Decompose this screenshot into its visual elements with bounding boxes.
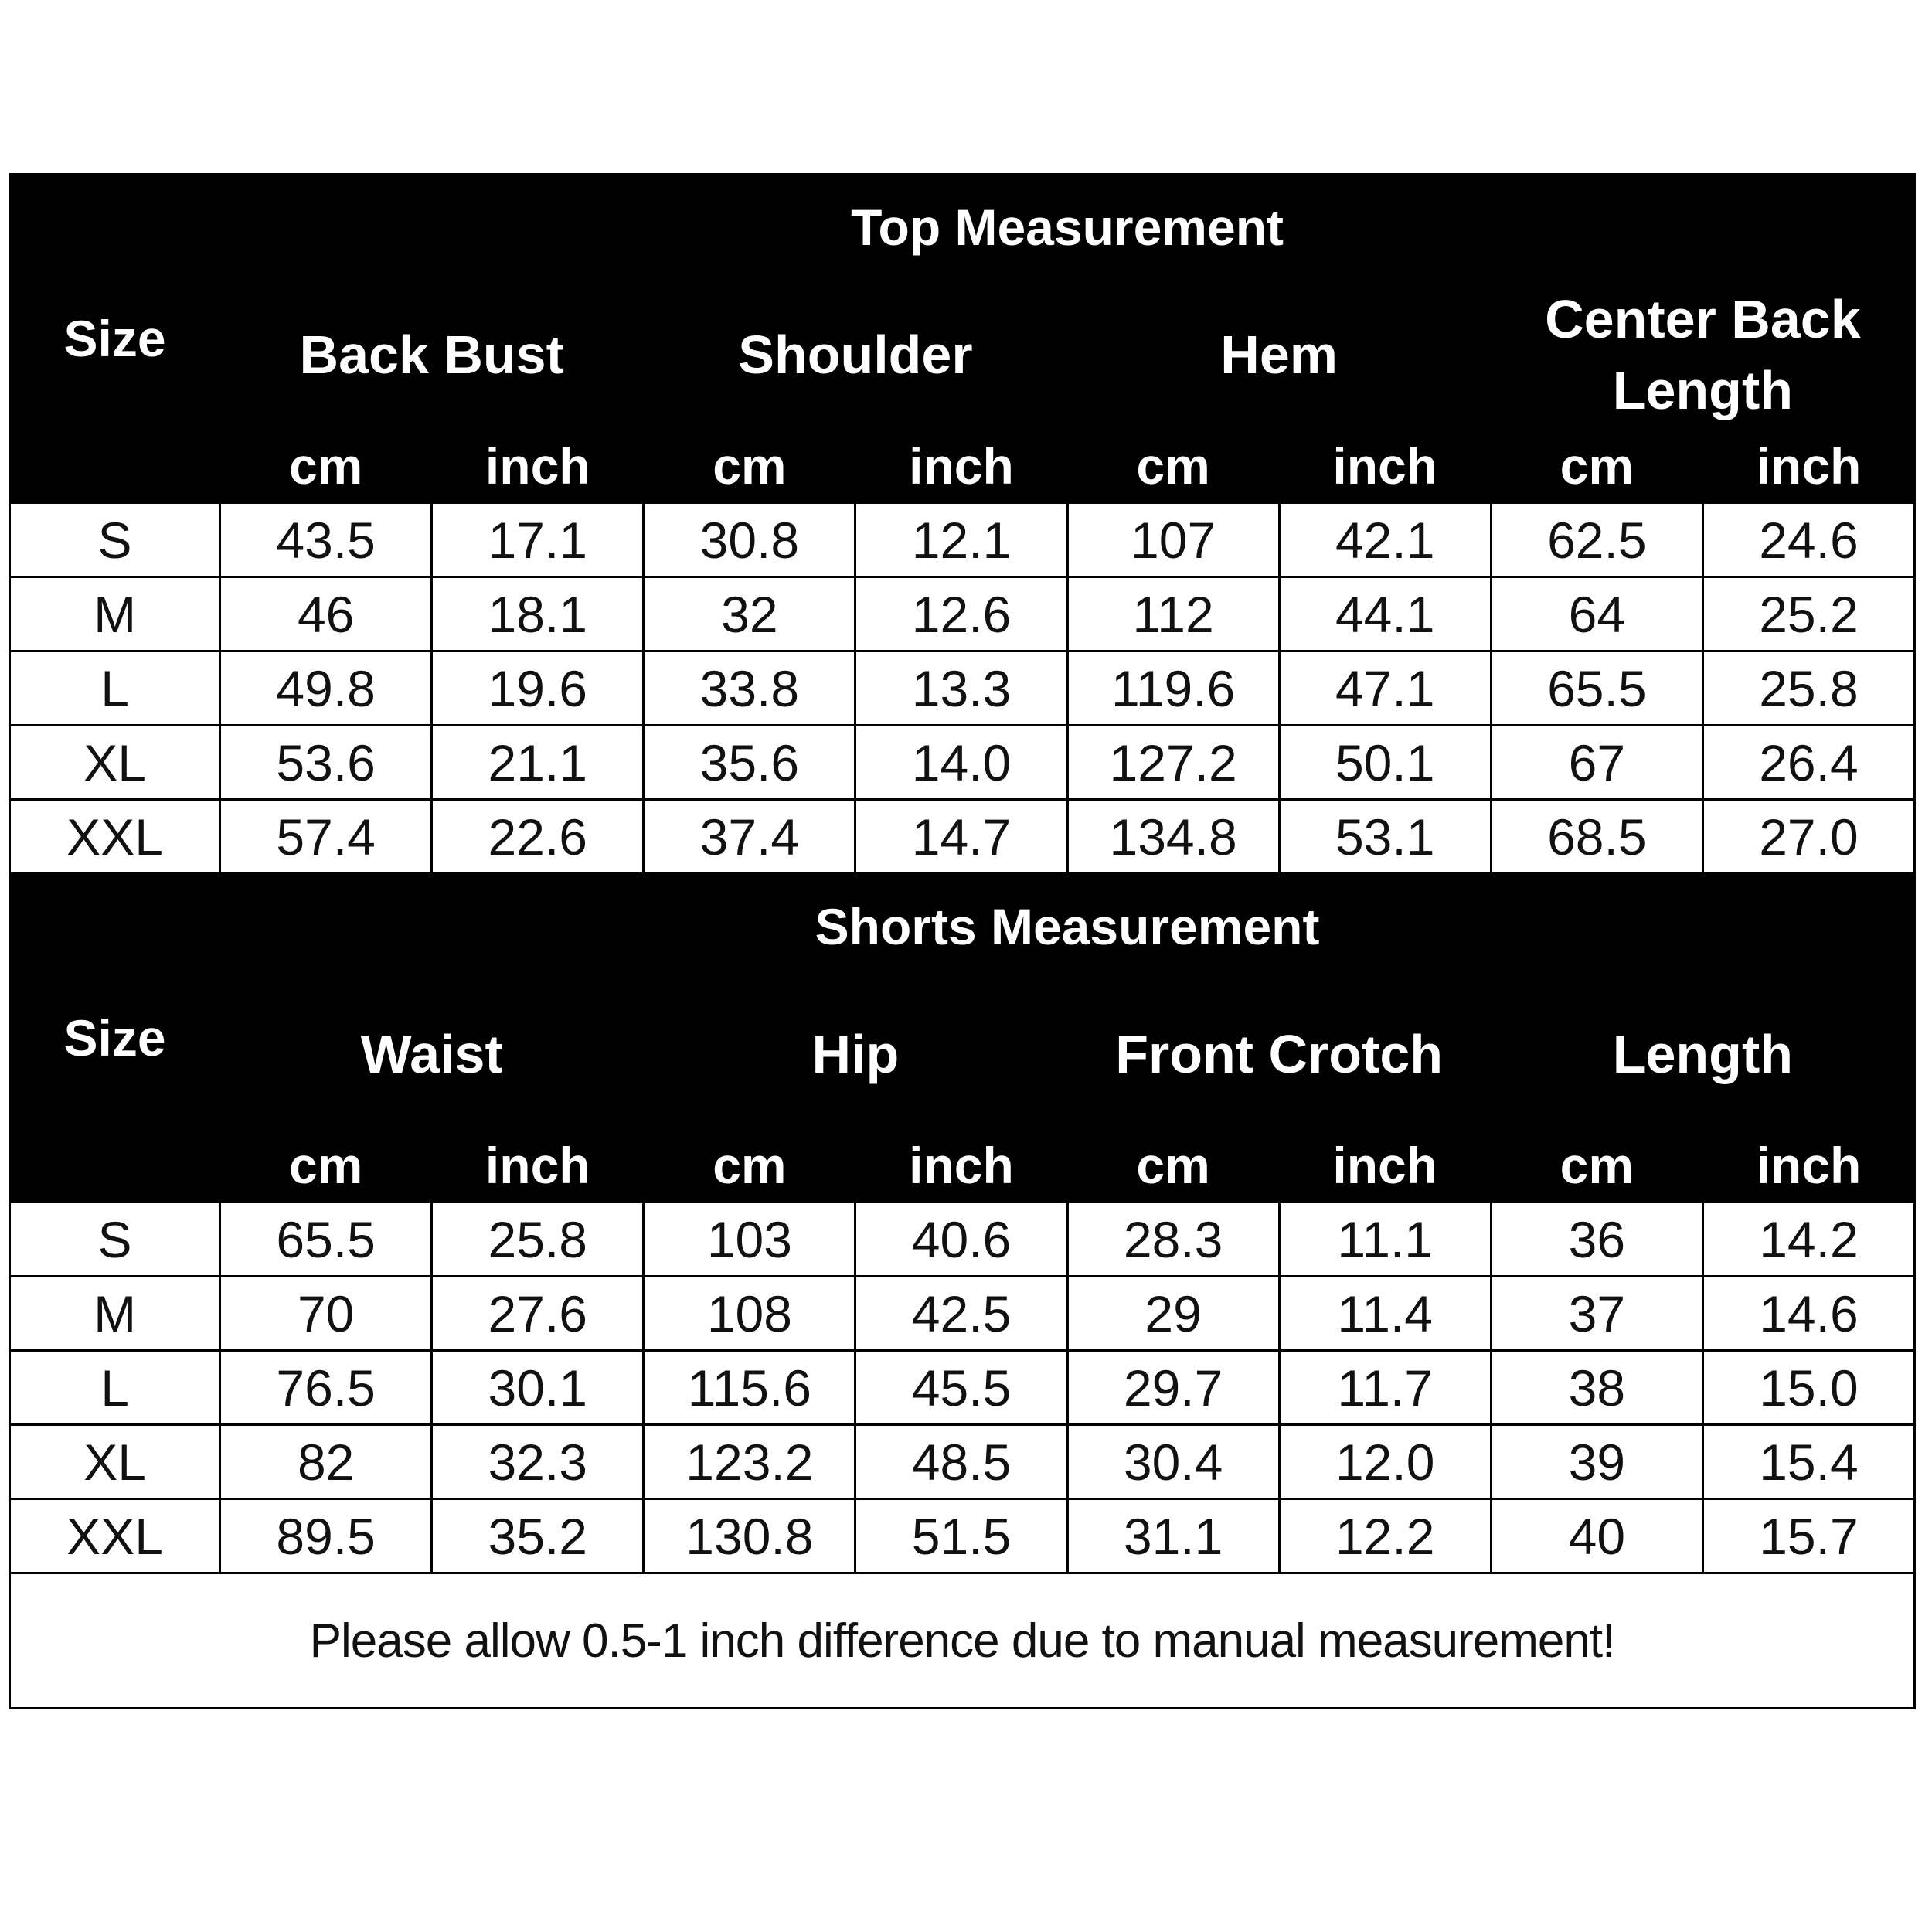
measurement-cell: 127.2 xyxy=(1067,726,1279,800)
column-group-hip: Hip xyxy=(644,980,1067,1129)
unit-header-inch: inch xyxy=(432,1129,644,1202)
unit-header-cm: cm xyxy=(1067,430,1279,503)
measurement-cell: 107 xyxy=(1067,503,1279,577)
column-group-center-back-length: Center Back Length xyxy=(1491,281,1914,430)
measurement-cell: 15.4 xyxy=(1702,1425,1914,1499)
table-row xyxy=(10,503,1915,577)
measurement-cell: 37.4 xyxy=(644,800,855,874)
measurement-cell: 44.1 xyxy=(1279,577,1491,651)
top-unit-row xyxy=(10,430,1915,503)
unit-header-cm: cm xyxy=(1067,1129,1279,1202)
size-cell: L xyxy=(10,1351,220,1425)
measurement-cell: 30.1 xyxy=(432,1351,644,1425)
measurement-cell: 30.4 xyxy=(1067,1425,1279,1499)
unit-header-inch: inch xyxy=(1702,430,1914,503)
table-row xyxy=(10,726,1915,800)
measurement-cell: 31.1 xyxy=(1067,1499,1279,1573)
top-section-title: Top Measurement xyxy=(220,175,1915,281)
size-cell: XXL xyxy=(10,1499,220,1573)
measurement-cell: 67 xyxy=(1491,726,1702,800)
shorts-group-row xyxy=(10,980,1915,1129)
measurement-cell: 37 xyxy=(1491,1277,1702,1351)
measurement-cell: 21.1 xyxy=(432,726,644,800)
unit-header-inch: inch xyxy=(432,430,644,503)
measurement-cell: 25.8 xyxy=(432,1202,644,1277)
measurement-cell: 103 xyxy=(644,1202,855,1277)
shorts-unit-row xyxy=(10,1129,1915,1202)
measurement-cell: 65.5 xyxy=(1491,651,1702,726)
measurement-cell: 82 xyxy=(220,1425,432,1499)
measurement-cell: 22.6 xyxy=(432,800,644,874)
table-row xyxy=(10,1425,1915,1499)
measurement-cell: 50.1 xyxy=(1279,726,1491,800)
measurement-cell: 35.6 xyxy=(644,726,855,800)
column-group-back-bust: Back Bust xyxy=(220,281,644,430)
table-row xyxy=(10,1499,1915,1573)
measurement-cell: 42.1 xyxy=(1279,503,1491,577)
measurement-cell: 11.4 xyxy=(1279,1277,1491,1351)
measurement-cell: 119.6 xyxy=(1067,651,1279,726)
measurement-note: Please allow 0.5-1 inch difference due to manual measurement! xyxy=(10,1573,1915,1709)
measurement-cell: 14.2 xyxy=(1702,1202,1914,1277)
column-group-waist: Waist xyxy=(220,980,644,1129)
measurement-cell: 62.5 xyxy=(1491,503,1702,577)
size-cell: M xyxy=(10,577,220,651)
measurement-cell: 53.6 xyxy=(220,726,432,800)
size-cell: M xyxy=(10,1277,220,1351)
measurement-cell: 68.5 xyxy=(1491,800,1702,874)
measurement-cell: 18.1 xyxy=(432,577,644,651)
measurement-cell: 25.2 xyxy=(1702,577,1914,651)
measurement-cell: 89.5 xyxy=(220,1499,432,1573)
measurement-cell: 27.0 xyxy=(1702,800,1914,874)
measurement-cell: 12.6 xyxy=(855,577,1067,651)
measurement-cell: 13.3 xyxy=(855,651,1067,726)
measurement-cell: 43.5 xyxy=(220,503,432,577)
measurement-cell: 30.8 xyxy=(644,503,855,577)
unit-header-cm: cm xyxy=(644,1129,855,1202)
unit-header-inch: inch xyxy=(855,430,1067,503)
table-row xyxy=(10,800,1915,874)
column-group-length: Length xyxy=(1491,980,1914,1129)
size-cell: L xyxy=(10,651,220,726)
measurement-cell: 27.6 xyxy=(432,1277,644,1351)
measurement-cell: 15.7 xyxy=(1702,1499,1914,1573)
unit-header-cm: cm xyxy=(644,430,855,503)
column-group-hem: Hem xyxy=(1067,281,1491,430)
size-cell: XL xyxy=(10,1425,220,1499)
measurement-cell: 12.2 xyxy=(1279,1499,1491,1573)
measurement-cell: 36 xyxy=(1491,1202,1702,1277)
measurement-cell: 40.6 xyxy=(855,1202,1067,1277)
measurement-cell: 115.6 xyxy=(644,1351,855,1425)
measurement-cell: 40 xyxy=(1491,1499,1702,1573)
measurement-cell: 42.5 xyxy=(855,1277,1067,1351)
measurement-cell: 65.5 xyxy=(220,1202,432,1277)
size-cell: XXL xyxy=(10,800,220,874)
measurement-cell: 108 xyxy=(644,1277,855,1351)
size-cell: S xyxy=(10,503,220,577)
measurement-cell: 130.8 xyxy=(644,1499,855,1573)
measurement-cell: 25.8 xyxy=(1702,651,1914,726)
note-row xyxy=(10,1573,1915,1709)
measurement-cell: 17.1 xyxy=(432,503,644,577)
top-group-row xyxy=(10,281,1915,430)
table-row xyxy=(10,1202,1915,1277)
shorts-size-header: Size xyxy=(10,874,220,1202)
measurement-cell: 15.0 xyxy=(1702,1351,1914,1425)
measurement-cell: 14.6 xyxy=(1702,1277,1914,1351)
column-group-shoulder: Shoulder xyxy=(644,281,1067,430)
top-size-header: Size xyxy=(10,175,220,503)
unit-header-cm: cm xyxy=(1491,1129,1702,1202)
measurement-cell: 112 xyxy=(1067,577,1279,651)
table-row xyxy=(10,1351,1915,1425)
table-row xyxy=(10,1277,1915,1351)
measurement-cell: 12.0 xyxy=(1279,1425,1491,1499)
size-cell: S xyxy=(10,1202,220,1277)
measurement-cell: 11.7 xyxy=(1279,1351,1491,1425)
shorts-title-row xyxy=(10,874,1915,980)
table-row xyxy=(10,577,1915,651)
measurement-cell: 28.3 xyxy=(1067,1202,1279,1277)
unit-header-inch: inch xyxy=(1279,430,1491,503)
measurement-cell: 14.7 xyxy=(855,800,1067,874)
measurement-cell: 14.0 xyxy=(855,726,1067,800)
measurement-cell: 26.4 xyxy=(1702,726,1914,800)
unit-header-cm: cm xyxy=(220,430,432,503)
measurement-cell: 134.8 xyxy=(1067,800,1279,874)
measurement-cell: 48.5 xyxy=(855,1425,1067,1499)
measurement-cell: 53.1 xyxy=(1279,800,1491,874)
top-title-row xyxy=(10,175,1915,281)
measurement-cell: 35.2 xyxy=(432,1499,644,1573)
size-chart-table xyxy=(9,173,1916,1709)
shorts-measurement-section xyxy=(10,874,1915,1573)
measurement-cell: 33.8 xyxy=(644,651,855,726)
unit-header-inch: inch xyxy=(1702,1129,1914,1202)
measurement-cell: 70 xyxy=(220,1277,432,1351)
measurement-cell: 49.8 xyxy=(220,651,432,726)
column-group-front-crotch: Front Crotch xyxy=(1067,980,1491,1129)
measurement-cell: 24.6 xyxy=(1702,503,1914,577)
measurement-cell: 29 xyxy=(1067,1277,1279,1351)
measurement-cell: 51.5 xyxy=(855,1499,1067,1573)
measurement-cell: 45.5 xyxy=(855,1351,1067,1425)
unit-header-cm: cm xyxy=(220,1129,432,1202)
measurement-cell: 64 xyxy=(1491,577,1702,651)
measurement-cell: 39 xyxy=(1491,1425,1702,1499)
measurement-cell: 38 xyxy=(1491,1351,1702,1425)
unit-header-cm: cm xyxy=(1491,430,1702,503)
unit-header-inch: inch xyxy=(855,1129,1067,1202)
measurement-cell: 46 xyxy=(220,577,432,651)
size-cell: XL xyxy=(10,726,220,800)
measurement-cell: 123.2 xyxy=(644,1425,855,1499)
top-measurement-section xyxy=(10,175,1915,874)
measurement-cell: 47.1 xyxy=(1279,651,1491,726)
measurement-cell: 32 xyxy=(644,577,855,651)
measurement-cell: 32.3 xyxy=(432,1425,644,1499)
note-section xyxy=(10,1573,1915,1709)
unit-header-inch: inch xyxy=(1279,1129,1491,1202)
measurement-cell: 29.7 xyxy=(1067,1351,1279,1425)
measurement-cell: 76.5 xyxy=(220,1351,432,1425)
size-chart xyxy=(9,173,1916,1709)
measurement-cell: 12.1 xyxy=(855,503,1067,577)
measurement-cell: 57.4 xyxy=(220,800,432,874)
measurement-cell: 19.6 xyxy=(432,651,644,726)
shorts-section-title: Shorts Measurement xyxy=(220,874,1915,980)
table-row xyxy=(10,651,1915,726)
measurement-cell: 11.1 xyxy=(1279,1202,1491,1277)
